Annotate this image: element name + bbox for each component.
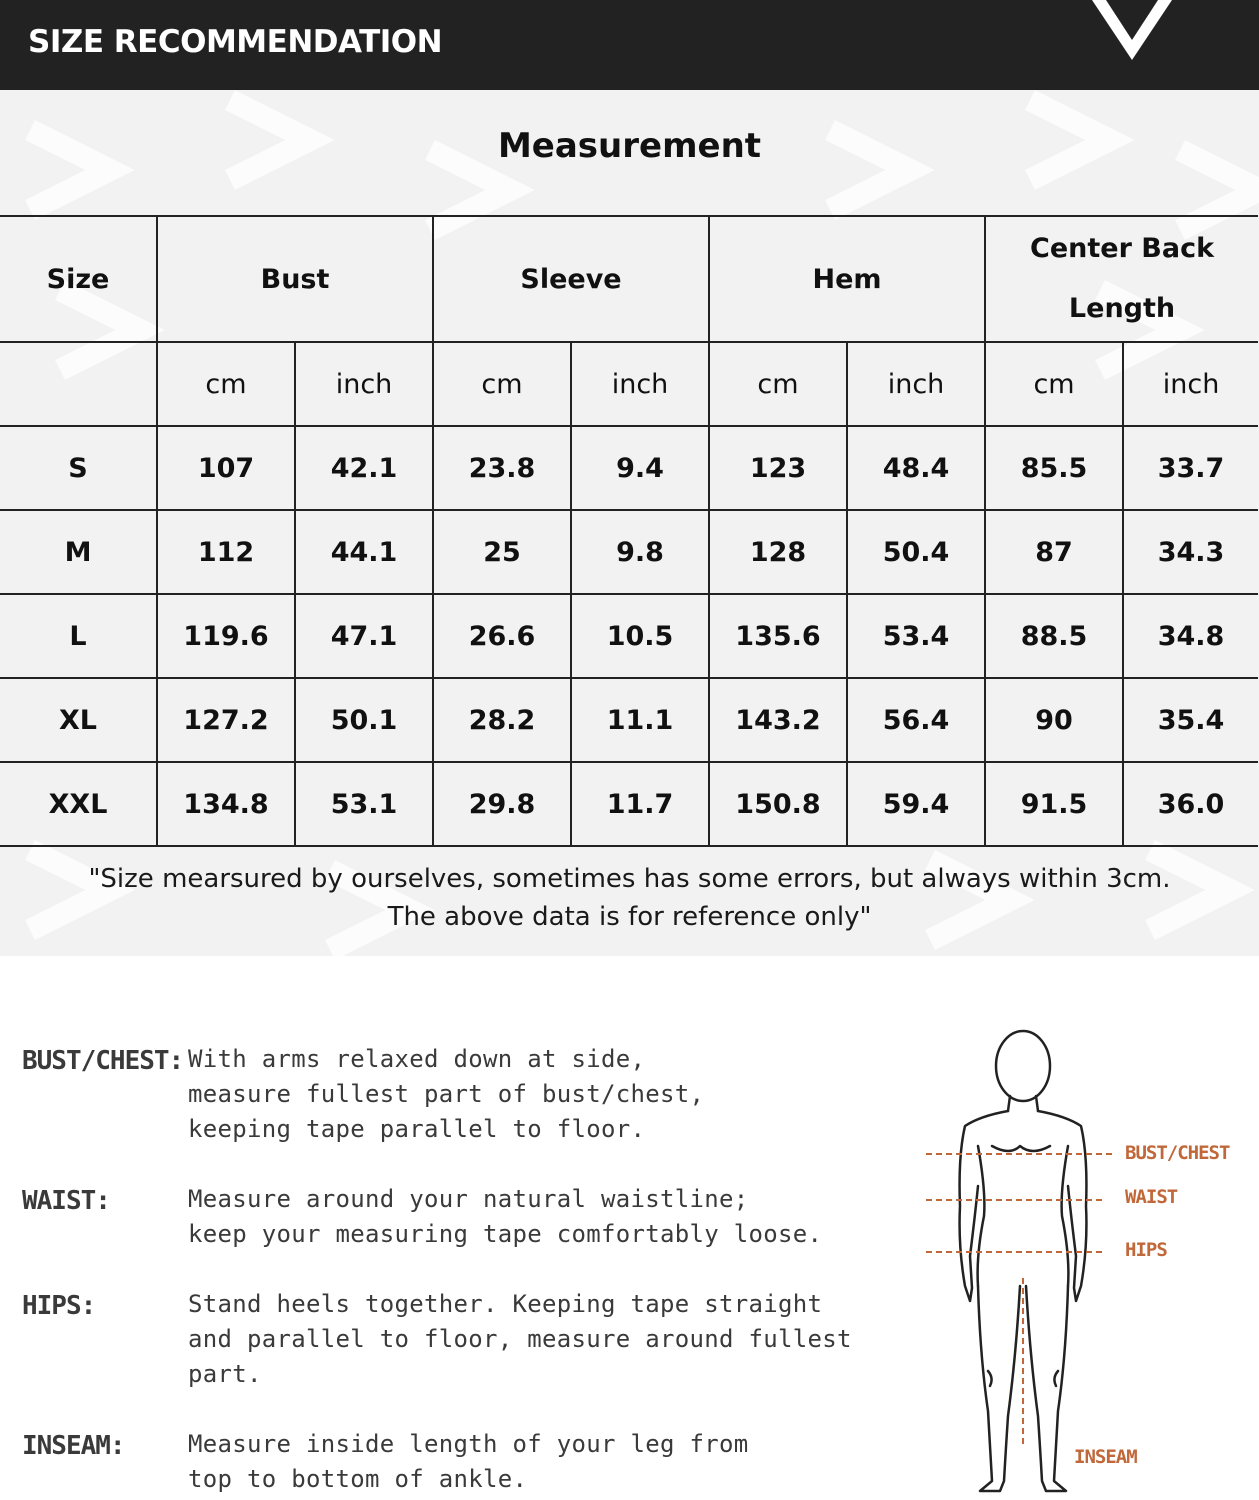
guide-line: top to bottom of ankle. [188,1465,528,1493]
cell-bust-cm: 112 [157,510,295,594]
cell-cbl-inch: 35.4 [1123,678,1258,762]
measurement-table-section [0,90,1259,956]
guide-text-hips [188,1287,852,1392]
cell-cbl-cm: 91.5 [985,762,1123,846]
figure-label-bust: BUST/CHEST [1125,1142,1230,1164]
cell-cbl-inch: 33.7 [1123,426,1258,510]
cell-size: S [0,426,157,510]
cell-cbl-inch: 34.8 [1123,594,1258,678]
guide-line: Stand heels together. Keeping tape straight [188,1290,823,1318]
cell-bust-cm: 107 [157,426,295,510]
note-line-2: The above data is for reference only" [387,902,872,932]
cell-hem-cm: 123 [709,426,847,510]
cell-hem-cm: 143.2 [709,678,847,762]
guide-label-waist: WAIST: [22,1186,110,1216]
cell-size: L [0,594,157,678]
table-row [0,594,1258,678]
guide-text-waist [188,1182,822,1252]
guide-line: part. [188,1360,262,1388]
column-header-bust: Bust [157,216,433,342]
cell-bust-cm: 134.8 [157,762,295,846]
unit-cm: cm [985,342,1123,426]
cell-hem-inch: 59.4 [847,762,985,846]
cell-sleeve-inch: 10.5 [571,594,709,678]
cell-sleeve-cm: 26.6 [433,594,571,678]
cell-cbl-cm: 87 [985,510,1123,594]
size-table [0,215,1258,847]
cell-hem-cm: 135.6 [709,594,847,678]
note-line-1: "Size mearsured by ourselves, sometimes has some errors, but always within 3cm. [88,864,1171,894]
cell-bust-cm: 119.6 [157,594,295,678]
guide-label-hips: HIPS: [22,1291,96,1321]
cell-hem-cm: 150.8 [709,762,847,846]
cell-size: M [0,510,157,594]
cell-size: XXL [0,762,157,846]
cell-cbl-cm: 90 [985,678,1123,762]
table-title: Measurement [497,126,762,166]
table-row [0,426,1258,510]
cell-bust-inch: 53.1 [295,762,433,846]
table-row [0,762,1258,846]
cell-hem-inch: 53.4 [847,594,985,678]
cell-size: XL [0,678,157,762]
column-header-hem: Hem [709,216,985,342]
cbl-line-2: Length [1068,293,1176,324]
cell-cbl-inch: 34.3 [1123,510,1258,594]
table-row [0,678,1258,762]
header-title: SIZE RECOMMENDATION [28,24,443,60]
cell-cbl-cm: 88.5 [985,594,1123,678]
cell-sleeve-cm: 23.8 [433,426,571,510]
chevron-notch-icon [1092,0,1172,62]
measurement-note [0,860,1259,936]
guide-line: Measure around your natural waistline; [188,1185,749,1213]
cell-bust-cm: 127.2 [157,678,295,762]
cbl-line-1: Center Back [1030,233,1215,264]
column-header-sleeve: Sleeve [433,216,709,342]
guide-line: Measure inside length of your leg from [188,1430,749,1458]
unit-inch: inch [295,342,433,426]
column-header-size: Size [0,216,157,342]
measuring-guide [0,956,1259,1500]
cell-sleeve-inch: 9.4 [571,426,709,510]
cell-hem-inch: 48.4 [847,426,985,510]
guide-label-inseam: INSEAM: [22,1431,125,1461]
cell-hem-inch: 50.4 [847,510,985,594]
header-bar [0,0,1259,90]
guide-text-inseam [188,1427,748,1497]
column-header-center-back-length [985,216,1258,342]
guide-line: measure fullest part of bust/chest, [188,1080,705,1108]
unit-inch: inch [1123,342,1258,426]
guide-text-bust [188,1042,704,1147]
cell-sleeve-cm: 25 [433,510,571,594]
cell-sleeve-cm: 29.8 [433,762,571,846]
body-figure-icon [920,1016,1120,1496]
unit-inch: inch [571,342,709,426]
cell-sleeve-inch: 9.8 [571,510,709,594]
cell-bust-inch: 42.1 [295,426,433,510]
unit-empty-cell [0,342,157,426]
cell-sleeve-inch: 11.7 [571,762,709,846]
unit-inch: inch [847,342,985,426]
cell-cbl-cm: 85.5 [985,426,1123,510]
cell-sleeve-inch: 11.1 [571,678,709,762]
guide-line: keep your measuring tape comfortably loose. [188,1220,823,1248]
cell-hem-inch: 56.4 [847,678,985,762]
guide-line: keeping tape parallel to floor. [188,1115,646,1143]
cell-hem-cm: 128 [709,510,847,594]
table-row [0,510,1258,594]
guide-line: and parallel to floor, measure around fullest [188,1325,852,1353]
unit-cm: cm [709,342,847,426]
cell-sleeve-cm: 28.2 [433,678,571,762]
figure-label-hips: HIPS [1125,1239,1167,1261]
guide-line: With arms relaxed down at side, [188,1045,646,1073]
cell-bust-inch: 50.1 [295,678,433,762]
units-row [0,342,1258,426]
cell-bust-inch: 44.1 [295,510,433,594]
unit-cm: cm [157,342,295,426]
cell-bust-inch: 47.1 [295,594,433,678]
unit-cm: cm [433,342,571,426]
figure-label-inseam: INSEAM [1074,1446,1137,1468]
figure-label-waist: WAIST [1125,1186,1178,1208]
header-row [0,216,1258,342]
cell-cbl-inch: 36.0 [1123,762,1258,846]
guide-label-bust: BUST/CHEST: [22,1046,184,1076]
